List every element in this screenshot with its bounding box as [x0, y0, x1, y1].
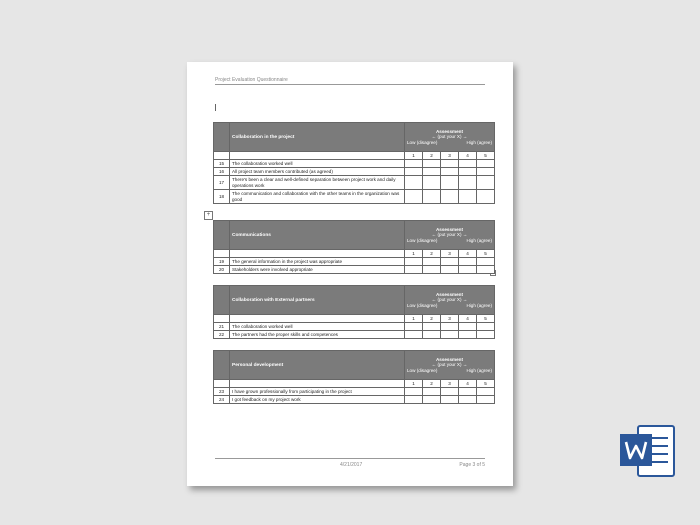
rating-cell[interactable]: [405, 160, 423, 168]
rating-cell[interactable]: [477, 258, 495, 266]
rating-cell[interactable]: [423, 176, 441, 190]
table-move-handle-icon[interactable]: +: [204, 211, 213, 220]
question-number: 17: [214, 176, 230, 190]
assessment-header: [405, 123, 495, 152]
question-text: Stakeholders were involved appropriate: [230, 266, 405, 274]
question-number: 18: [214, 190, 230, 204]
rating-cell[interactable]: [405, 190, 423, 204]
rating-cell[interactable]: [459, 331, 477, 339]
table-row: [214, 331, 495, 339]
assessment-header: [405, 286, 495, 315]
table-row: [214, 176, 495, 190]
rating-cell[interactable]: [405, 396, 423, 404]
rating-cell[interactable]: [423, 266, 441, 274]
question-text: I got feedback on my project work: [230, 396, 405, 404]
scale-number: 2: [423, 152, 441, 160]
scale-number: 5: [477, 380, 495, 388]
table-row: [214, 396, 495, 404]
word-icon: [618, 422, 676, 480]
rating-cell[interactable]: [423, 331, 441, 339]
arrow-right-icon: →: [462, 232, 468, 238]
rating-cell[interactable]: [477, 388, 495, 396]
table-row: [214, 190, 495, 204]
question-number: 19: [214, 258, 230, 266]
table-row: [214, 160, 495, 168]
high-label: High (agree): [466, 237, 492, 243]
rating-cell[interactable]: [405, 258, 423, 266]
scale-number: 4: [459, 315, 477, 323]
rating-cell[interactable]: [441, 176, 459, 190]
question-text: The collaboration worked well: [230, 323, 405, 331]
rating-cell[interactable]: [423, 258, 441, 266]
footer-date: 4/21/2017: [340, 462, 363, 468]
table-row: [214, 168, 495, 176]
rating-cell[interactable]: [441, 331, 459, 339]
section-title: Collaboration in the project: [230, 123, 405, 152]
rating-cell[interactable]: [441, 323, 459, 331]
rating-cell[interactable]: [423, 168, 441, 176]
rating-cell[interactable]: [423, 160, 441, 168]
question-text: There's been a clear and well-defined separation between project work and daily operations work: [230, 176, 405, 190]
low-label: Low (disagree): [407, 139, 438, 145]
rating-cell[interactable]: [459, 323, 477, 331]
scale-number: 1: [405, 380, 423, 388]
text-cursor: [215, 104, 216, 111]
scale-number: 3: [441, 315, 459, 323]
low-label: Low (disagree): [407, 302, 438, 308]
scale-number: 3: [441, 250, 459, 258]
assessment-instruction: (put your X): [437, 362, 462, 368]
scale-number: 5: [477, 250, 495, 258]
rating-cell[interactable]: [477, 323, 495, 331]
scale-number: 2: [423, 380, 441, 388]
rating-cell[interactable]: [441, 388, 459, 396]
scale-number: 1: [405, 250, 423, 258]
scale-number: 5: [477, 315, 495, 323]
scale-number: 4: [459, 250, 477, 258]
assessment-header: [405, 221, 495, 250]
question-number: 16: [214, 168, 230, 176]
rating-cell[interactable]: [477, 176, 495, 190]
high-label: High (agree): [466, 139, 492, 145]
assessment-title: Assessment: [435, 226, 464, 232]
arrow-left-icon: ←: [431, 362, 437, 368]
arrow-right-icon: →: [462, 134, 468, 140]
rating-cell[interactable]: [459, 176, 477, 190]
assessment-title: Assessment: [435, 291, 464, 297]
question-text: I have grown professionally from participating in the project: [230, 388, 405, 396]
question-number: 20: [214, 266, 230, 274]
rating-cell[interactable]: [441, 190, 459, 204]
assessment-header: [405, 351, 495, 380]
scale-number: 5: [477, 152, 495, 160]
rating-cell[interactable]: [459, 396, 477, 404]
rating-cell[interactable]: [477, 266, 495, 274]
table-row: [214, 266, 495, 274]
scale-number: 4: [459, 380, 477, 388]
arrow-left-icon: ←: [431, 232, 437, 238]
questionnaire-table: [213, 285, 495, 339]
rating-cell[interactable]: [459, 160, 477, 168]
rating-cell[interactable]: [423, 190, 441, 204]
rating-cell[interactable]: [405, 323, 423, 331]
assessment-title: Assessment: [435, 128, 464, 134]
table-row: [214, 258, 495, 266]
footer-page-number: Page 3 of 5: [459, 462, 485, 468]
question-text: The communication and collaboration with the other teams in the organization was good: [230, 190, 405, 204]
question-text: The general information in the project was appropriate: [230, 258, 405, 266]
question-number: 22: [214, 331, 230, 339]
high-label: High (agree): [466, 302, 492, 308]
question-text: The partners had the proper skills and competences: [230, 331, 405, 339]
question-number: 23: [214, 388, 230, 396]
scale-number: 3: [441, 380, 459, 388]
questionnaire-table: [213, 350, 495, 404]
assessment-title: Assessment: [435, 356, 464, 362]
rating-cell[interactable]: [441, 160, 459, 168]
rating-cell[interactable]: [423, 388, 441, 396]
question-text: All project team members contributed (as agreed): [230, 168, 405, 176]
question-number: 24: [214, 396, 230, 404]
question-number: 21: [214, 323, 230, 331]
rating-cell[interactable]: [477, 331, 495, 339]
rating-cell[interactable]: [405, 331, 423, 339]
questionnaire-table: [213, 122, 495, 204]
rating-cell[interactable]: [477, 396, 495, 404]
rating-cell[interactable]: [477, 190, 495, 204]
rating-cell[interactable]: [441, 258, 459, 266]
scale-number: 3: [441, 152, 459, 160]
section-title: Personal development: [230, 351, 405, 380]
rating-cell[interactable]: [477, 168, 495, 176]
question-number: 15: [214, 160, 230, 168]
table-corner: [214, 123, 230, 152]
question-text: The collaboration worked well: [230, 160, 405, 168]
rating-cell[interactable]: [459, 168, 477, 176]
rating-cell[interactable]: [459, 258, 477, 266]
rating-cell[interactable]: [405, 168, 423, 176]
rating-cell[interactable]: [459, 190, 477, 204]
rating-cell[interactable]: [405, 176, 423, 190]
scale-number: 2: [423, 250, 441, 258]
rating-cell[interactable]: [459, 266, 477, 274]
assessment-instruction: (put your X): [437, 134, 462, 140]
assessment-instruction: (put your X): [437, 232, 462, 238]
rating-cell[interactable]: [477, 160, 495, 168]
rating-cell[interactable]: [441, 168, 459, 176]
questionnaire-table: [213, 220, 495, 274]
rating-cell[interactable]: [459, 388, 477, 396]
section-title: Collaboration with External partners: [230, 286, 405, 315]
rating-cell[interactable]: [441, 396, 459, 404]
table-corner: [214, 221, 230, 250]
rating-cell[interactable]: [405, 266, 423, 274]
assessment-instruction: (put your X): [437, 297, 462, 303]
rating-cell[interactable]: [441, 266, 459, 274]
arrow-left-icon: ←: [431, 134, 437, 140]
low-label: Low (disagree): [407, 237, 438, 243]
page-header: Project Evaluation Questionnaire: [215, 77, 485, 85]
table-corner: [214, 286, 230, 315]
high-label: High (agree): [466, 367, 492, 373]
scale-number: 2: [423, 315, 441, 323]
scale-number: 4: [459, 152, 477, 160]
document-page: [187, 62, 513, 486]
scale-number: 1: [405, 315, 423, 323]
scale-number: 1: [405, 152, 423, 160]
table-row: [214, 388, 495, 396]
low-label: Low (disagree): [407, 367, 438, 373]
table-row: [214, 323, 495, 331]
rating-cell[interactable]: [405, 388, 423, 396]
rating-cell[interactable]: [423, 396, 441, 404]
arrow-right-icon: →: [462, 297, 468, 303]
table-corner: [214, 351, 230, 380]
page-footer: [215, 458, 485, 468]
rating-cell[interactable]: [423, 323, 441, 331]
section-title: Communications: [230, 221, 405, 250]
arrow-right-icon: →: [462, 362, 468, 368]
arrow-left-icon: ←: [431, 297, 437, 303]
